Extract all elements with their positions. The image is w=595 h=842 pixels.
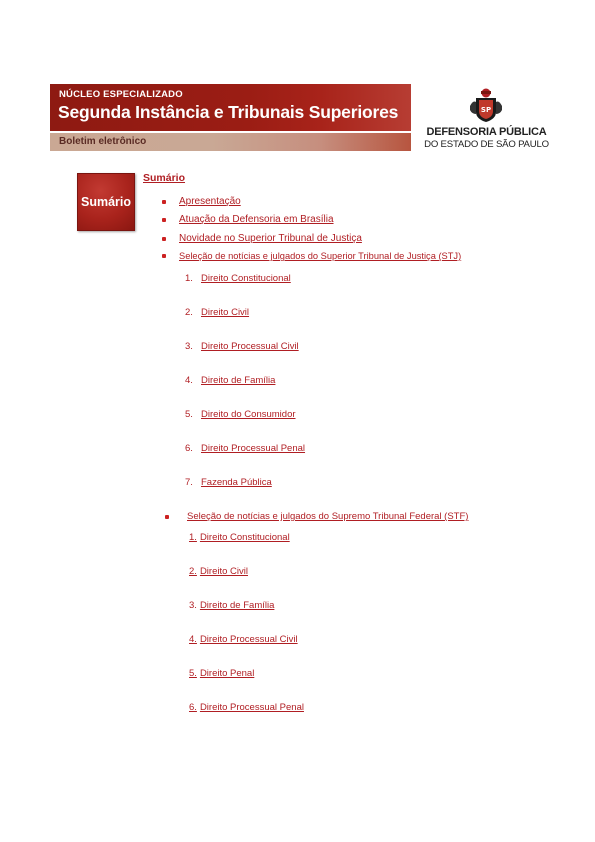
stj-list-item bbox=[185, 477, 272, 488]
header-kicker: NÚCLEO ESPECIALIZADO bbox=[59, 89, 183, 100]
header-subtitle: Boletim eletrônico bbox=[59, 136, 147, 147]
stj-link-direito-familia[interactable]: Direito de Família bbox=[201, 375, 276, 386]
link-selecao-stf[interactable]: Seleção de notícias e julgados do Supremo Tribunal Federal (STF) bbox=[187, 511, 469, 522]
stj-list-item bbox=[185, 307, 249, 318]
list-item bbox=[165, 511, 468, 522]
stf-list-item bbox=[189, 532, 290, 543]
link-apresentacao[interactable]: Apresentação bbox=[179, 196, 241, 207]
item-number: 3. bbox=[189, 600, 197, 611]
item-number: 3. bbox=[185, 341, 193, 352]
item-number: 2. bbox=[185, 307, 193, 318]
stf-link-direito-familia[interactable]: Direito de Família bbox=[199, 600, 275, 611]
stj-list-item bbox=[185, 443, 305, 454]
item-number[interactable]: 4. bbox=[189, 634, 197, 645]
item-number: 4. bbox=[185, 375, 193, 386]
stj-link-fazenda-publica[interactable]: Fazenda Pública bbox=[201, 477, 272, 488]
logo-line-2: DO ESTADO DE SÃO PAULO bbox=[424, 139, 549, 150]
link-selecao-stj[interactable]: Seleção de notícias e julgados do Superior Tribunal de Justiça (STJ) bbox=[179, 251, 462, 261]
header-banner bbox=[50, 84, 411, 131]
item-number[interactable]: 6. bbox=[189, 702, 197, 713]
item-number: 1. bbox=[185, 273, 193, 284]
stj-link-direito-consumidor[interactable]: Direito do Consumidor bbox=[201, 409, 296, 420]
bullet-icon bbox=[162, 200, 166, 204]
bullet-icon bbox=[162, 254, 166, 258]
stf-link-processual-penal[interactable]: Direito Processual Penal bbox=[199, 702, 304, 713]
stf-link-processual-civil[interactable]: Direito Processual Civil bbox=[199, 634, 298, 645]
item-number: 6. bbox=[185, 443, 193, 454]
stf-link-direito-penal[interactable]: Direito Penal bbox=[199, 668, 255, 679]
list-item bbox=[162, 214, 334, 225]
state-coat-of-arms-icon bbox=[468, 86, 504, 124]
stj-list-item bbox=[185, 375, 275, 386]
item-number[interactable]: 2. bbox=[189, 566, 197, 577]
stf-list-item bbox=[189, 566, 248, 577]
item-number: 5. bbox=[185, 409, 193, 420]
header-subtitle-bar bbox=[50, 133, 411, 151]
stj-link-processual-civil[interactable]: Direito Processual Civil bbox=[201, 341, 299, 352]
stj-link-direito-civil[interactable]: Direito Civil bbox=[201, 307, 250, 318]
svg-text:SP: SP bbox=[480, 106, 492, 114]
link-novidade-stj[interactable]: Novidade no Superior Tribunal de Justiça bbox=[179, 233, 362, 244]
stf-list-item bbox=[189, 702, 304, 713]
stf-link-direito-civil[interactable]: Direito Civil bbox=[199, 566, 248, 577]
bullet-icon bbox=[165, 515, 169, 519]
list-item bbox=[162, 233, 362, 244]
link-atuacao-brasilia[interactable]: Atuação da Defensoria em Brasília bbox=[179, 214, 334, 225]
stj-list-item bbox=[185, 273, 291, 284]
header-title: Segunda Instância e Tribunais Superiores bbox=[58, 102, 399, 122]
item-number: 7. bbox=[185, 477, 193, 488]
stj-list-item bbox=[185, 341, 299, 352]
stf-list-item bbox=[189, 600, 274, 611]
summary-button[interactable]: Sumário bbox=[77, 173, 135, 231]
item-number[interactable]: 5. bbox=[189, 668, 197, 679]
stf-link-direito-constitucional[interactable]: Direito Constitucional bbox=[199, 532, 290, 543]
item-number[interactable]: 1. bbox=[189, 532, 197, 543]
defensoria-logo bbox=[424, 86, 549, 152]
stj-link-direito-constitucional[interactable]: Direito Constitucional bbox=[201, 273, 291, 284]
bullet-icon bbox=[162, 237, 166, 241]
list-item bbox=[162, 196, 241, 207]
stf-list-item bbox=[189, 668, 254, 679]
stj-list-item bbox=[185, 409, 296, 420]
stf-list-item bbox=[189, 634, 298, 645]
bullet-icon bbox=[162, 218, 166, 222]
stj-link-processual-penal[interactable]: Direito Processual Penal bbox=[201, 443, 306, 454]
logo-line-1: DEFENSORIA PÚBLICA bbox=[426, 126, 547, 138]
list-item bbox=[162, 251, 461, 261]
summary-heading-link[interactable]: Sumário bbox=[143, 172, 186, 184]
